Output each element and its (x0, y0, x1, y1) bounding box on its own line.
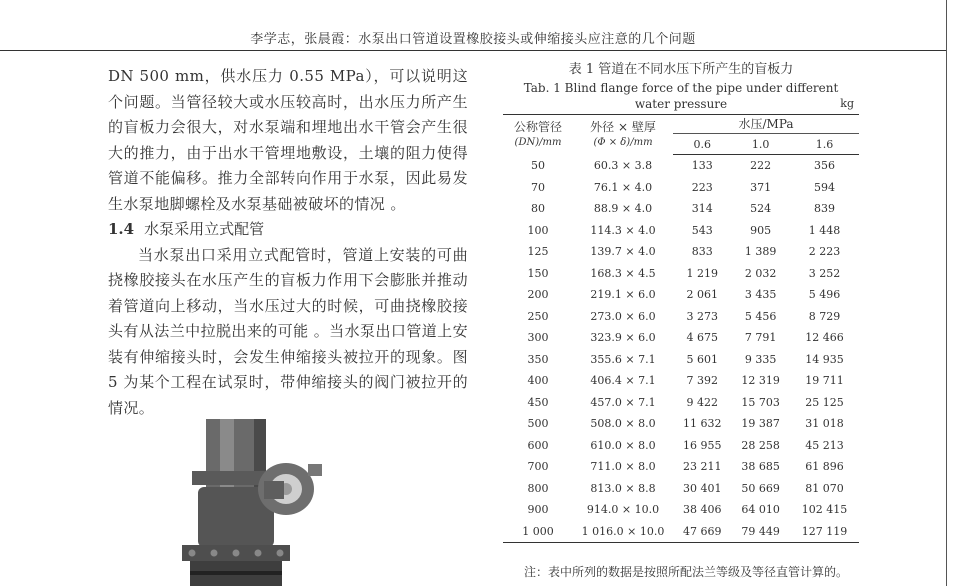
table-row (503, 198, 859, 220)
cell-size: 813.0 × 8.8 (590, 481, 656, 495)
section-title: 水泵采用立式配管 (144, 220, 265, 238)
table-row (503, 478, 859, 500)
header-nominal-diameter: 公称管径 (DN)/mm (503, 115, 573, 155)
cell-p10: 1 389 (744, 245, 777, 259)
table-row (503, 456, 859, 478)
cell-p06: 9 422 (686, 395, 718, 409)
table-row (503, 413, 859, 435)
cell-dn: 900 (527, 503, 549, 517)
cell-p06: 3 273 (686, 309, 718, 323)
cell-dn: 600 (527, 438, 549, 452)
cell-dn: 350 (527, 352, 549, 366)
table-unit: kg (840, 97, 854, 110)
header-pressure-0-6: 0.6 (673, 134, 731, 155)
table-note: 注：表中所列的数据是按照所配法兰等级及等径直管计算的。 (524, 565, 849, 579)
cell-p10: 50 669 (741, 481, 780, 495)
flange-bolt (277, 550, 284, 557)
cell-size: 1 016.0 × 10.0 (573, 521, 673, 543)
joint-gap (190, 571, 282, 575)
paragraph-blind-flange-force: DN 500 mm，供水压力 0.55 MPa），可以说明这个问题。当管径较大或水压较高时，出水压力所产生的盲板力会很大，对水泵端和埋地出水干管会产生很大的推力，由于出水干管埋地敷设，土壤的阻力使得管道不能偏移。推力全部转向作用于水泵，因此易发生水泵地脚螺栓及水泵基础被破坏的情况 。 (108, 67, 468, 213)
handwheel-stub (308, 464, 322, 476)
table-row (503, 263, 859, 285)
table-row (503, 177, 859, 199)
cell-size: 508.0 × 8.0 (590, 417, 656, 431)
cell-p10: 9 335 (744, 352, 777, 366)
table-row (503, 349, 859, 371)
cell-dn: 50 (531, 159, 545, 172)
table-caption-en-line2: water pressure (634, 97, 728, 111)
blind-flange-force-table (503, 114, 859, 543)
cell-p06: 5 601 (686, 352, 718, 366)
cell-dn: 100 (527, 223, 549, 237)
cell-size: 139.7 × 4.0 (590, 245, 656, 259)
cell-size: 76.1 × 4.0 (593, 180, 653, 194)
section-number: 1.4 (108, 220, 135, 238)
cell-p06: 47 669 (673, 521, 731, 543)
cell-p06: 23 211 (682, 460, 722, 474)
table-row (503, 155, 859, 177)
cell-p16: 81 070 (805, 481, 844, 495)
cell-dn: 125 (527, 245, 549, 259)
flange-bolt (255, 550, 262, 557)
table-row (503, 435, 859, 457)
cell-size: 219.1 × 6.0 (590, 288, 656, 302)
cell-p10: 524 (750, 202, 772, 216)
cell-p10: 222 (750, 159, 772, 173)
cell-size: 114.3 × 4.0 (590, 223, 656, 237)
cell-p16: 45 213 (805, 438, 844, 452)
cell-size: 323.9 × 6.0 (590, 331, 656, 345)
cell-p06: 133 (691, 159, 713, 173)
table-row (503, 220, 859, 242)
table-row (503, 306, 859, 328)
cell-p16: 356 (813, 159, 835, 173)
flange-bolt (189, 550, 196, 557)
flange-bolt (211, 550, 218, 557)
cell-p16: 3 252 (808, 266, 841, 280)
cell-p10: 28 258 (741, 438, 780, 452)
cell-p10: 15 703 (741, 395, 780, 409)
cell-p10: 64 010 (741, 503, 780, 517)
cell-size: 355.6 × 7.1 (590, 352, 656, 366)
cell-p10: 905 (750, 223, 772, 237)
cell-p16: 25 125 (805, 395, 844, 409)
cell-p16: 839 (813, 202, 835, 216)
cell-p10: 19 387 (741, 417, 780, 431)
cell-p06: 543 (691, 223, 713, 237)
cell-p16: 14 935 (805, 352, 844, 366)
cell-dn: 80 (531, 202, 545, 216)
table-caption-en: Tab. 1 Blind flange force of the pipe under different (523, 81, 839, 95)
table-row (503, 392, 859, 414)
cell-dn: 400 (527, 374, 549, 388)
page-edge-line (946, 0, 947, 586)
cell-p16: 12 466 (805, 331, 844, 345)
cell-p10: 2 032 (744, 266, 777, 280)
page-header (0, 0, 946, 51)
cell-p06: 314 (691, 202, 713, 216)
cell-dn: 500 (527, 417, 549, 431)
cell-p10: 38 685 (741, 460, 780, 474)
cell-dn: 70 (531, 180, 545, 194)
cell-dn: 1 000 (503, 521, 573, 543)
cell-p16: 61 896 (805, 460, 844, 474)
cell-p16: 594 (813, 180, 835, 194)
cell-p10: 7 791 (744, 331, 777, 345)
cell-dn: 300 (527, 331, 549, 345)
cell-p06: 2 061 (686, 288, 718, 302)
paragraph-vertical-piping: 当水泵出口采用立式配管时，管道上安装的可曲挠橡胶接头在水压产生的盲板力作用下会膨胀并推动着管道向上移动，当水压过大的时候，可曲挠橡胶接头有从法兰中拉脱出来的可能 。当水泵出口管道上安装有伸缩接头时，会发生伸缩接头被拉开的现象。图 5 为某个工程在试泵时，带伸缩接头的阀门被拉开的情况。 (108, 245, 468, 417)
cell-p10: 371 (750, 180, 772, 194)
cell-dn: 250 (527, 309, 549, 323)
section-heading (108, 217, 468, 243)
cell-p10: 3 435 (744, 288, 777, 302)
cell-dn: 800 (527, 481, 549, 495)
cell-size: 88.9 × 4.0 (593, 202, 653, 216)
cell-size: 406.4 × 7.1 (590, 374, 656, 388)
table-1 (500, 60, 862, 543)
cell-p16: 19 711 (805, 374, 844, 388)
cell-size: 711.0 × 8.0 (590, 460, 656, 474)
header-pressure-1-0: 1.0 (731, 134, 789, 155)
figure-5-valve-photo (168, 419, 468, 586)
cell-size: 610.0 × 8.0 (590, 438, 656, 452)
cell-size: 60.3 × 3.8 (593, 159, 653, 172)
cell-dn: 450 (527, 395, 549, 409)
header-water-pressure: 水压/MPa (673, 115, 859, 134)
cell-p16: 5 496 (808, 288, 841, 302)
cell-p16: 31 018 (805, 417, 844, 431)
cell-p16: 127 119 (790, 521, 859, 543)
table-caption-cn: 表 1 管道在不同水压下所产生的盲板力 (568, 62, 794, 77)
header-pressure-1-6: 1.6 (790, 134, 859, 155)
cell-p06: 16 955 (682, 438, 722, 452)
cell-p06: 11 632 (682, 417, 722, 431)
cell-p16: 1 448 (808, 223, 841, 237)
cell-p16: 8 729 (808, 309, 841, 323)
cell-p06: 30 401 (682, 481, 722, 495)
cell-p06: 38 406 (682, 503, 722, 517)
cell-p06: 833 (691, 245, 713, 259)
cell-dn: 150 (527, 266, 549, 280)
flange-bolt (233, 550, 240, 557)
cell-size: 914.0 × 10.0 (586, 503, 660, 517)
table-row (503, 241, 859, 263)
cell-p06: 223 (691, 180, 713, 194)
cell-size: 273.0 × 6.0 (590, 309, 656, 323)
cell-p16: 102 415 (801, 503, 848, 517)
cell-size: 457.0 × 7.1 (590, 395, 656, 409)
cell-p06: 4 675 (686, 331, 718, 345)
table-row (503, 521, 859, 543)
table-row (503, 327, 859, 349)
table-row (503, 370, 859, 392)
cell-p10: 5 456 (744, 309, 777, 323)
cell-dn: 200 (527, 288, 549, 302)
cell-p06: 7 392 (686, 374, 718, 388)
table-row (503, 499, 859, 521)
running-title: 李学志，张晨霞：水泵出口管道设置橡胶接头或伸缩接头应注意的几个问题 (250, 32, 696, 47)
cell-p06: 1 219 (686, 266, 718, 280)
cell-p16: 2 223 (808, 245, 841, 259)
actuator-neck (264, 481, 284, 499)
cell-size: 168.3 × 4.5 (590, 266, 656, 280)
cell-p10: 79 449 (731, 521, 789, 543)
header-outer-diameter: 外径 × 壁厚 (Φ × δ)/mm (573, 115, 673, 155)
left-column (108, 64, 468, 421)
cell-dn: 700 (527, 460, 549, 474)
table-row (503, 284, 859, 306)
cell-p10: 12 319 (741, 374, 780, 388)
